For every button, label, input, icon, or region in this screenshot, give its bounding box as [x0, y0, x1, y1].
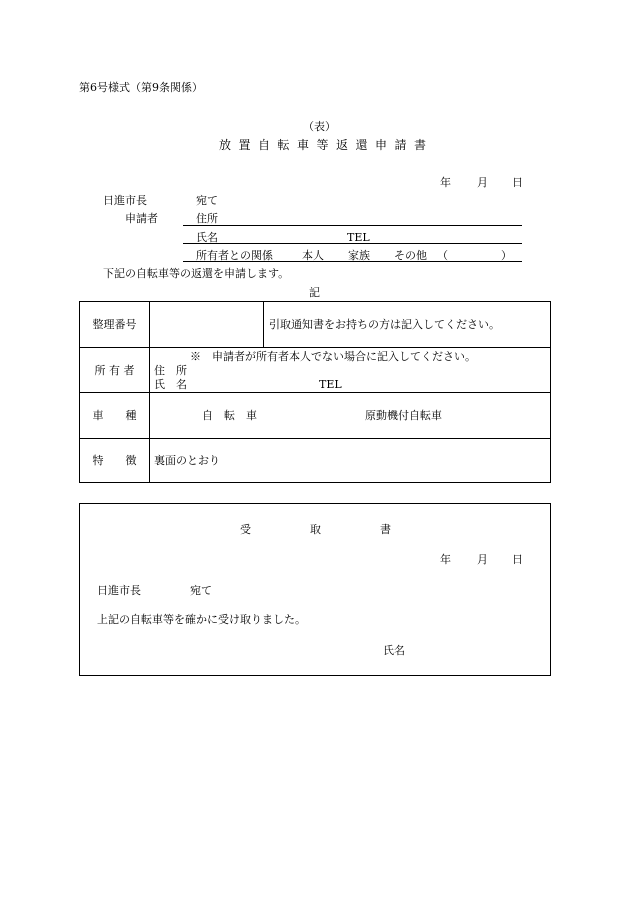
receipt-date-month: 月: [477, 553, 488, 566]
row-note-number: 引取通知書をお持ちの方は記入してください。: [264, 302, 551, 348]
address-line[interactable]: [183, 225, 522, 226]
applicant-label: 申請者: [125, 212, 158, 225]
row-label-features: 特 徴: [80, 439, 150, 483]
ki-label: 記: [309, 286, 320, 299]
table-row: [80, 393, 551, 439]
type-cell: [150, 393, 551, 439]
receipt-date-day: 日: [512, 553, 523, 566]
applicant-address-label: 住所: [196, 212, 218, 225]
row-label-owner: 所 有 者: [80, 348, 150, 393]
owner-note: ※ 申請者が所有者本人でない場合に記入してください。: [190, 350, 476, 363]
receipt-addressee-suffix: 宛て: [190, 584, 212, 597]
relation-option-family[interactable]: 家族: [348, 249, 370, 262]
request-text: 下記の自転車等の返還を申請します。: [103, 267, 290, 280]
owner-address-label: 住 所: [154, 364, 187, 377]
applicant-name-label: 氏名: [196, 231, 218, 244]
features-value: 裏面のとおり: [150, 439, 551, 483]
number-input[interactable]: [150, 302, 264, 348]
receipt-name-label: 氏名: [383, 644, 405, 657]
name-line[interactable]: [183, 243, 522, 244]
page-title: 放置自転車等返還申請書: [219, 138, 434, 152]
side-label: （表）: [303, 120, 336, 133]
receipt-addressee-name: 日進市長: [97, 584, 141, 597]
receipt-date-year: 年: [440, 553, 451, 566]
row-label-number: 整理番号: [80, 302, 150, 348]
relation-option-self[interactable]: 本人: [302, 249, 324, 262]
receipt-statement: 上記の自転車等を確かに受け取りました。: [97, 613, 306, 626]
date-year: 年: [440, 176, 451, 189]
receipt-title-1: 受: [240, 523, 251, 536]
date-month: 月: [477, 176, 488, 189]
table-row: [80, 302, 551, 348]
paren-open: （: [437, 249, 448, 262]
owner-name-label: 氏 名: [154, 378, 187, 391]
details-table: [79, 301, 551, 483]
relation-label: 所有者との関係: [196, 249, 273, 262]
receipt-title-3: 書: [380, 523, 391, 536]
date-day: 日: [512, 176, 523, 189]
form-number: 第6号様式（第9条関係）: [79, 81, 203, 94]
table-row: [80, 348, 551, 393]
owner-tel-label: TEL: [319, 378, 342, 391]
relation-line[interactable]: [183, 261, 522, 262]
row-label-type: 車 種: [80, 393, 150, 439]
receipt-box: [79, 503, 551, 676]
receipt-title-2: 取: [310, 523, 321, 536]
table-row: [80, 439, 551, 483]
owner-cell[interactable]: [150, 348, 551, 393]
addressee-name: 日進市長: [103, 194, 147, 207]
applicant-tel-label: TEL: [347, 231, 370, 244]
type-option-bicycle[interactable]: 自 転 車: [202, 409, 257, 422]
paren-close: ）: [501, 249, 512, 262]
addressee-suffix: 宛て: [196, 194, 218, 207]
type-option-moped[interactable]: 原動機付自転車: [365, 409, 442, 422]
relation-option-other[interactable]: その他: [394, 249, 427, 262]
